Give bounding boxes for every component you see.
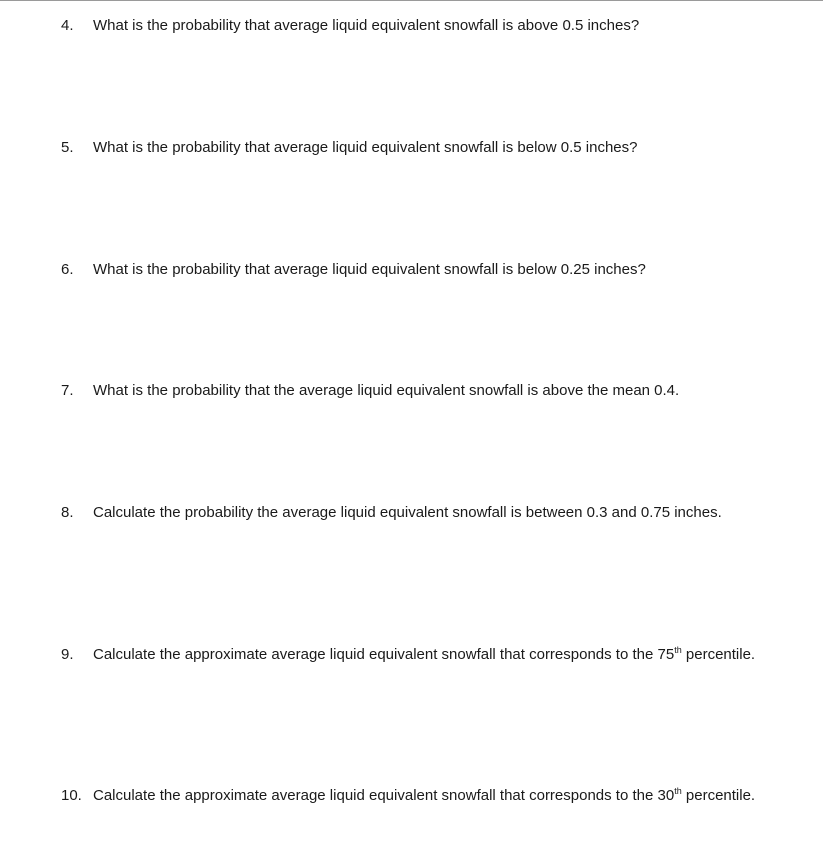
question-6 (61, 259, 757, 280)
question-text (93, 644, 757, 665)
question-8 (61, 502, 757, 523)
question-number: 7. (61, 382, 74, 399)
ordinal-suffix: th (674, 645, 682, 655)
question-number: 9. (61, 646, 74, 663)
question-number: 5. (61, 139, 74, 156)
question-text: What is the probability that average liquid equivalent snowfall is below 0.5 inches? (93, 139, 638, 156)
question-text: What is the probability that average liquid equivalent snowfall is above 0.5 inches? (93, 17, 640, 34)
question-text (93, 785, 757, 806)
question-text: What is the probability that the average liquid equivalent snowfall is above the mean 0.4. (93, 382, 680, 399)
question-9 (61, 644, 757, 665)
question-number: 8. (61, 504, 74, 521)
question-text: What is the probability that average liquid equivalent snowfall is below 0.25 inches? (93, 261, 646, 278)
question-number: 4. (61, 17, 74, 34)
question-10 (61, 785, 757, 806)
question-text-main: Calculate the approximate average liquid equivalent snowfall that corresponds to the 30 (93, 787, 675, 804)
question-5 (61, 137, 757, 158)
question-number: 10. (61, 787, 82, 804)
ordinal-suffix: th (674, 786, 682, 796)
top-divider (0, 0, 823, 1)
question-7 (61, 380, 757, 401)
question-text-main: Calculate the approximate average liquid equivalent snowfall that corresponds to the 75 (93, 646, 675, 663)
question-text-end: percentile. (681, 646, 756, 663)
question-number: 6. (61, 261, 74, 278)
question-text: Calculate the probability the average liquid equivalent snowfall is between 0.3 and 0.75 inches. (93, 504, 722, 521)
question-4 (61, 15, 757, 36)
question-text-end: percentile. (681, 787, 756, 804)
